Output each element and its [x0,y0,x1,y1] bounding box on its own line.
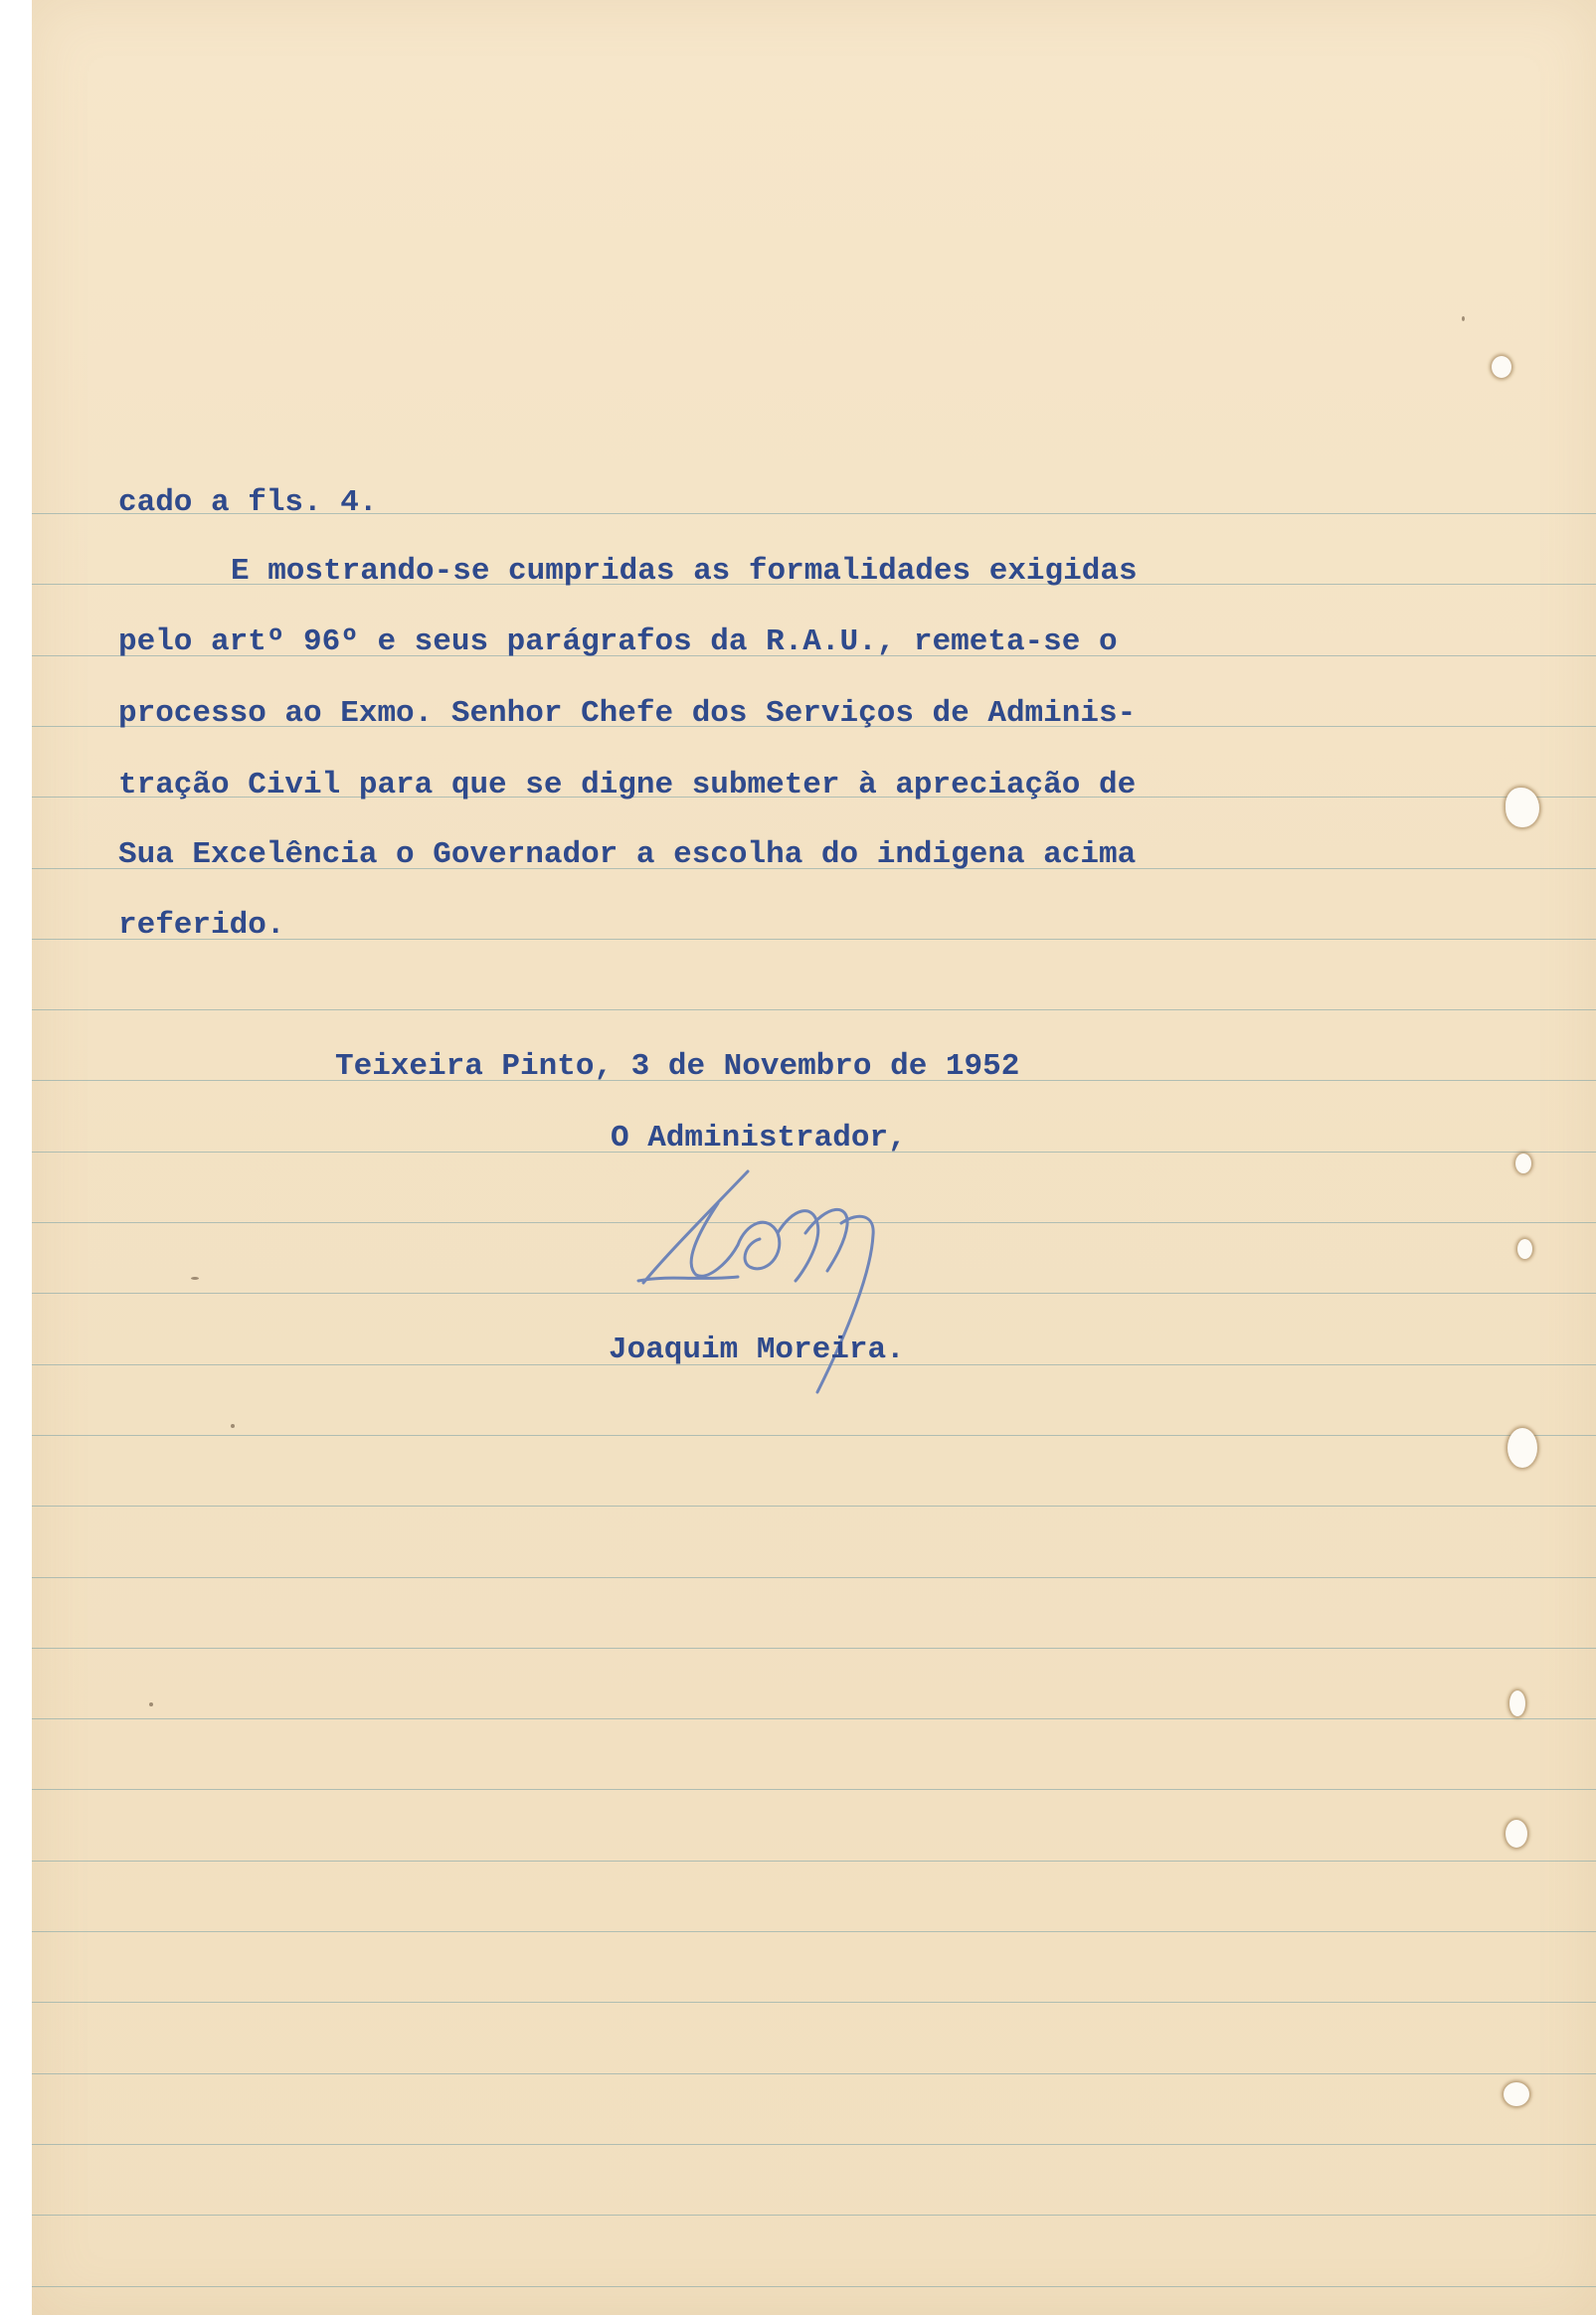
body-line-6: Sua Excelência o Governador a escolha do indigena acima [118,837,1137,872]
ink-speck [149,1702,153,1706]
ruled-line [32,1931,1596,1932]
signatory-name: Joaquim Moreira. [609,1333,905,1367]
punch-hole [1506,788,1539,827]
place-date: Teixeira Pinto, 3 de Novembro de 1952 [335,1049,1020,1084]
punch-hole [1506,1820,1527,1848]
ruled-line [32,1648,1596,1649]
ruled-line [32,2144,1596,2145]
handwritten-signature [628,1163,1006,1432]
punch-hole [1492,356,1511,378]
ruled-line [32,1009,1596,1010]
ruled-line [32,2073,1596,2074]
ruled-line [32,1506,1596,1507]
body-line-2: E mostrando-se cumpridas as formalidades exigidas [231,554,1138,589]
paper-sheet [32,0,1596,2315]
ruled-line [32,1861,1596,1862]
signatory-title: O Administrador, [611,1121,907,1156]
ruled-line [32,1718,1596,1719]
body-line-7: referido. [118,908,285,943]
ruled-line [32,2286,1596,2287]
punch-hole [1504,2082,1529,2106]
ruled-line [32,1435,1596,1436]
ink-speck [191,1277,199,1280]
punch-hole [1517,1239,1532,1259]
punch-hole [1509,1691,1525,1716]
ink-speck [231,1424,235,1428]
punch-hole [1515,1154,1531,1173]
body-line-5: tração Civil para que se digne submeter à apreciação de [118,768,1137,802]
ruled-line [32,1577,1596,1578]
body-line-1: cado a fls. 4. [118,485,378,520]
ink-speck [1462,316,1465,321]
ruled-line [32,2002,1596,2003]
ruled-line [32,1789,1596,1790]
body-line-4: processo ao Exmo. Senhor Chefe dos Serviços de Adminis- [118,696,1137,731]
ruled-line [32,2215,1596,2216]
punch-hole [1507,1428,1537,1468]
body-line-3: pelo artº 96º e seus parágrafos da R.A.U., remeta-se o [118,624,1118,659]
